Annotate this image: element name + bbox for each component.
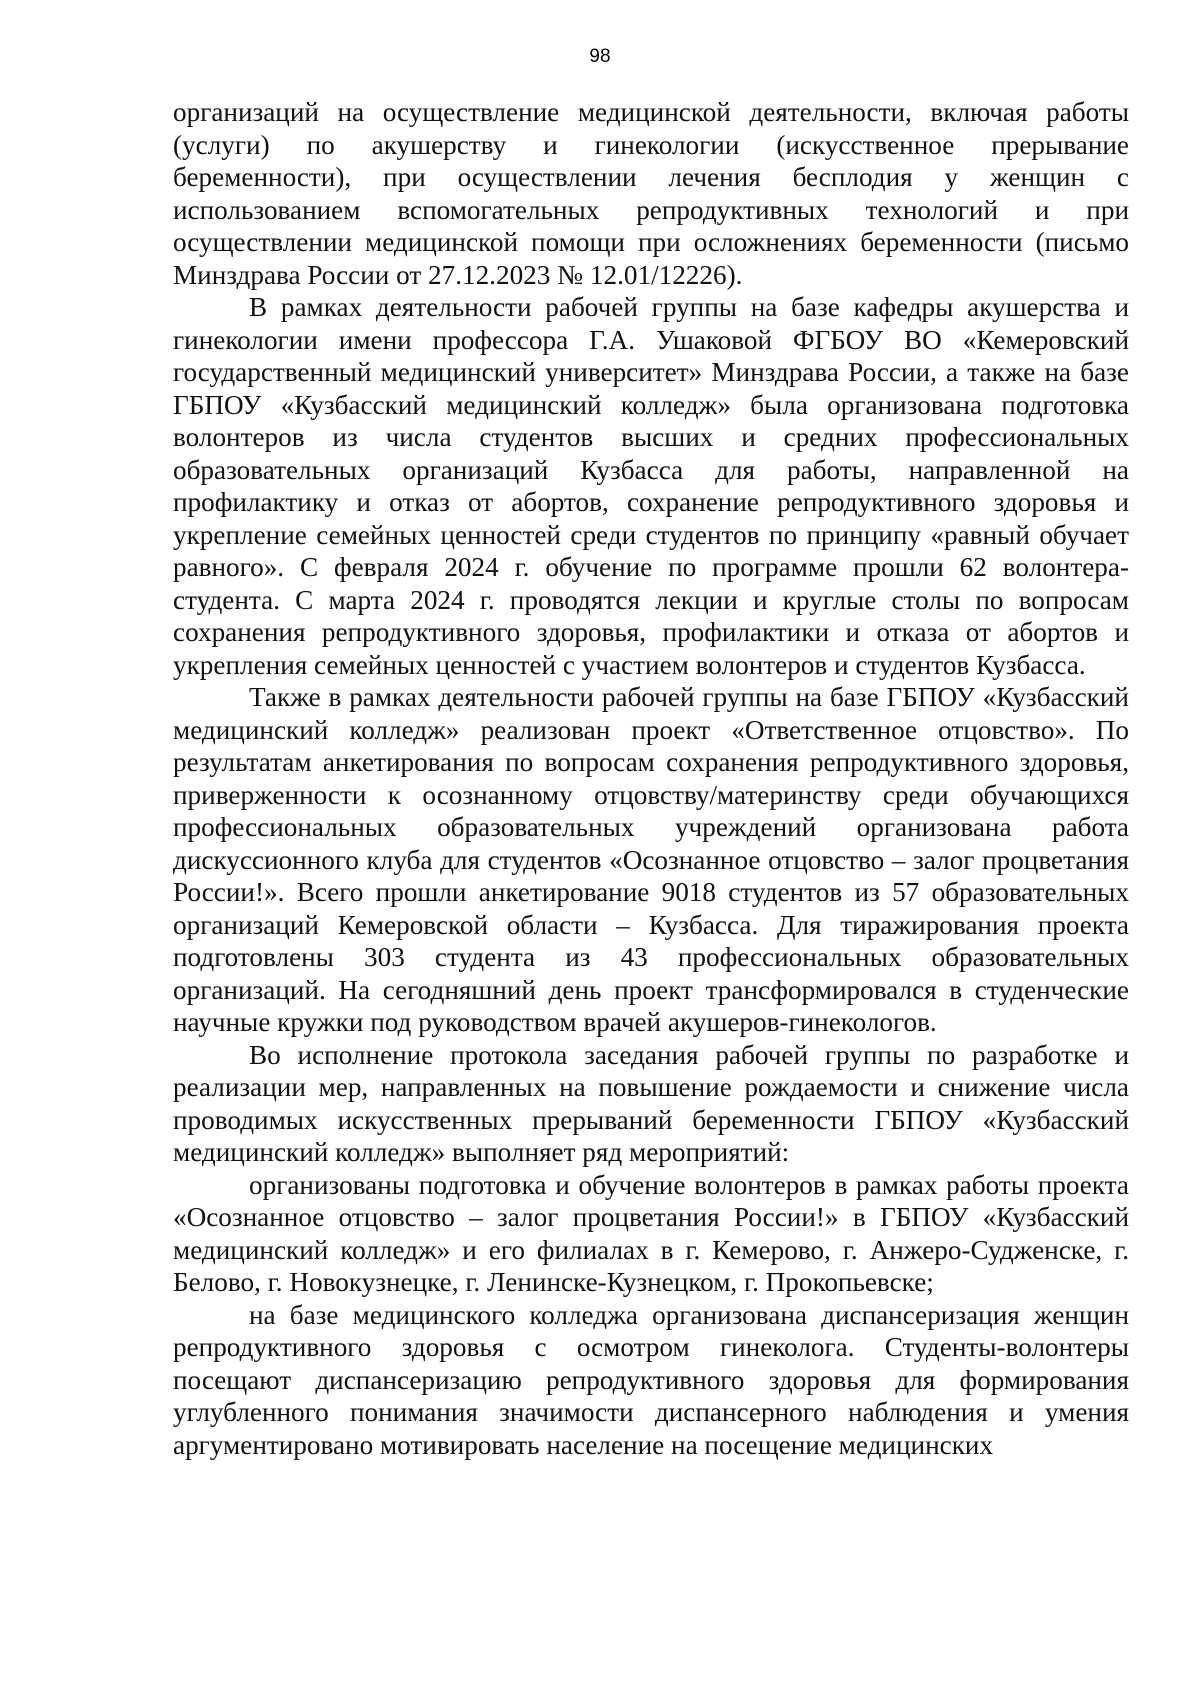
paragraph-measure-dispensary: на базе медицинского колледжа организована диспансеризация женщин репродуктивного здоровья с осмотром гинеколога. Студенты-волонтеры посещают диспансеризацию репродуктивного здоровья для формирования углубленного понимания значимости диспансерного наблюдения и умения аргументировано мотивировать население на посещение медицинских — [173, 1299, 1129, 1460]
paragraph-protocol-measures: Во исполнение протокола заседания рабочей группы по разработке и реализации мер, направленных на повышение рождаемости и снижение числа проводимых искусственных прерываний беременности ГБПОУ «Кузбасский медицинский колледж» выполняет ряд мероприятий: — [173, 1039, 1129, 1167]
paragraph-continuation: организаций на осуществление медицинской деятельности, включая работы (услуги) по акушерству и гинекологии (искусственное прерывание беременности), при осуществлении лечения бесплодия у женщин с использованием вспомогательных репродуктивных технологий и при осуществлении медицинской помощи при осложнениях беременности (письмо Минздрава России от 27.12.2023 № 12.01/12226). — [173, 97, 1129, 290]
page-number: 98 — [589, 46, 611, 67]
paragraph-measure-volunteers: организованы подготовка и обучение волонтеров в рамках работы проекта «Осознанное отцовство – залог процветания России!» в ГБПОУ «Кузбасский медицинский колледж» и его филиалах в г. Кемерово, г. Анжеро-Судженске, г. Белово, г. Новокузнецке, г. Ленинске-Кузнецком, г. Прокопьевске; — [173, 1169, 1129, 1297]
paragraph-responsible-fatherhood: Также в рамках деятельности рабочей группы на базе ГБПОУ «Кузбасский медицинский колледж» реализован проект «Ответственное отцовство». По результатам анкетирования по вопросам сохранения репродуктивного здоровья, приверженности к осознанному отцовству/материнству среди обучающихся профессиональных образовательных учреждений организована работа дискуссионного клуба для студентов «Осознанное отцовство – залог процветания России!». Всего прошли анкетирование 9018 студентов из 57 образовательных организаций Кемеровской области – Кузбасса. Для тиражирования проекта подготовлены 303 студента из 43 профессиональных образовательных организаций. На сегодняшний день проект трансформировался в студенческие научные кружки под руководством врачей акушеров-гинекологов. — [173, 682, 1129, 1037]
document-body — [173, 96, 1129, 1461]
paragraph-volunteer-training: В рамках деятельности рабочей группы на базе кафедры акушерства и гинекологии имени профессора Г.А. Ушаковой ФГБОУ ВО «Кемеровский государственный медицинский университет» Минздрава России, а также на базе ГБПОУ «Кузбасский медицинский колледж» была организована подготовка волонтеров из числа студентов высших и средних профессиональных образовательных организаций Кузбасса для работы, направленной на профилактику и отказ от абортов, сохранение репродуктивного здоровья и укрепление семейных ценностей среди студентов по принципу «равный обучает равного». С февраля 2024 г. обучение по программе прошли 62 волонтера-студента. С марта 2024 г. проводятся лекции и круглые столы по вопросам сохранения репродуктивного здоровья, профилактики и отказа от абортов и укрепления семейных ценностей с участием волонтеров и студентов Кузбасса. — [173, 292, 1129, 680]
